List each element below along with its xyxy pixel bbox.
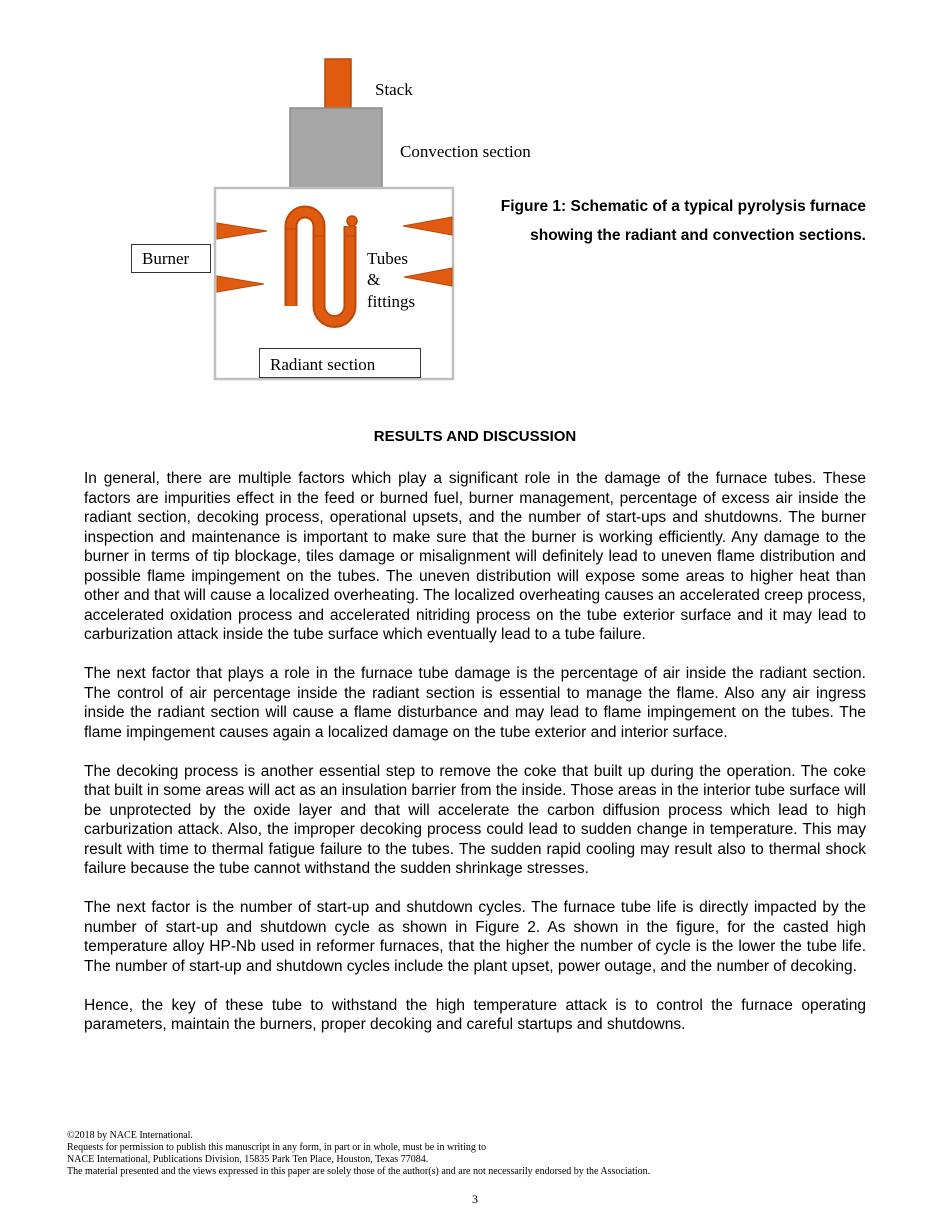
convection-section-label: Convection section: [400, 142, 531, 161]
burner-flame-right-lower: [404, 268, 452, 286]
body-text: [84, 469, 866, 1054]
burner-flame-left-upper: [217, 223, 267, 239]
burner-flame-right-upper: [403, 217, 452, 235]
paragraph-4: The next factor is the number of start-up and shutdown cycles. The furnace tube life is directly impacted by the number of start-up and shutdown cycle as shown in Figure 2. As shown in the figure, for the casted high temperature alloy HP-Nb used in reformer furnaces, that the higher the number of cycle is the lower the tube life. The number of start-up and shutdown cycles include the plant upset, power outage, and the number of decoking.: [84, 899, 866, 975]
burner-flame-left-lower: [217, 276, 264, 292]
stack-shape: [325, 59, 351, 109]
convection-section-shape: [290, 108, 382, 188]
tubes-and-fittings-shape: [285, 212, 357, 322]
page-footer: [67, 1130, 887, 1178]
tubes-label-line2: &: [367, 270, 381, 289]
footer-address: NACE International, Publications Division, 15835 Park Ten Place, Houston, Texas 77084.: [67, 1154, 429, 1165]
paragraph-2: The next factor that plays a role in the furnace tube damage is the percentage of air inside the radiant section. The control of air percentage inside the radiant section is essential to manage the flame. Also any air ingress inside the radiant section will cause a flame disturbance and may lead to flame impingement on the tubes. The flame impingement causes again a localized damage on the tube exterior and interior surface.: [84, 665, 866, 741]
stack-label: Stack: [375, 80, 413, 99]
paragraph-1: In general, there are multiple factors which play a significant role in the damage of the furnace tubes. These factors are impurities effect in the feed or burned fuel, burner management, percentage of excess air inside the radiant section, decoking process, operational upsets, and the number of start-ups and shutdowns. The burner inspection and maintenance is important to make sure that the burner is working efficiently. Any damage to the burner in terms of tip blockage, tiles damage or misalignment will definitely lead to uneven flame distribution and possible flame impingement on the tubes. The uneven distribution will expose some areas to higher heat than other and that will cause a localized overheating. The localized overheating causes an accelerated creep process, accelerated oxidation process and accelerated nitriding process on the tube exterior surface and it may lead to carburization attack inside the tube surface which eventually lead to a tube failure.: [84, 470, 866, 643]
paragraph-5: Hence, the key of these tube to withstand the high temperature attack is to control the furnace operating parameters, maintain the burners, proper decoking and careful startups and shutdowns.: [84, 996, 866, 1033]
tubes-label-line1: Tubes: [367, 249, 408, 268]
section-heading: RESULTS AND DISCUSSION: [373, 428, 577, 445]
furnace-schematic-figure: [0, 0, 950, 400]
page-number: 3: [472, 1192, 478, 1206]
paragraph-3: The decoking process is another essential step to remove the coke that built up during the operation. The coke that built in some areas will act as an insulation barrier from the inside. Those areas in the interior tube surface will be unprotected by the oxide layer and that will accelerate the carbon diffusion process which lead to high carburization attack. Also, the improper decoking process could lead to sudden change in temperature. This may result with time to thermal fatigue failure to the tubes. The sudden rapid cooling may result also to thermal shock failure because the tube cannot withstand the sudden shrinkage stresses.: [84, 762, 866, 877]
footer-disclaimer: The material presented and the views expressed in this paper are solely those of the author(s) and are not necessarily endorsed by the Association.: [67, 1166, 651, 1177]
footer-permission: Requests for permission to publish this manuscript in any form, in part or in whole, must be in writing to: [67, 1142, 487, 1153]
radiant-section-label: Radiant section: [259, 348, 421, 378]
burner-label: Burner: [131, 244, 211, 273]
figure-caption: Figure 1: Schematic of a typical pyrolysis furnace showing the radiant and convection sections.: [500, 198, 866, 244]
tubes-label-line3: fittings: [367, 292, 416, 311]
footer-copyright: ©2018 by NACE International.: [67, 1130, 193, 1141]
